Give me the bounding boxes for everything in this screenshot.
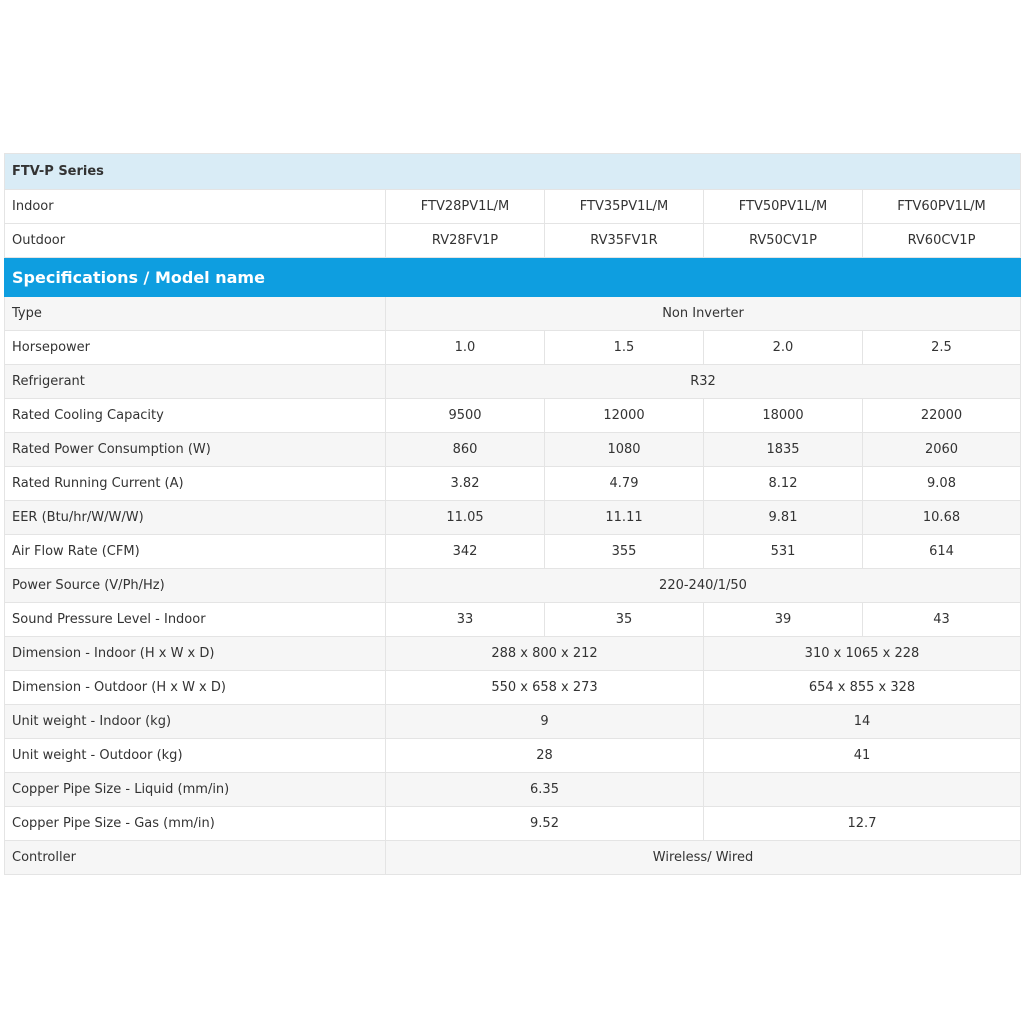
row-label: Horsepower [5, 331, 386, 365]
cell-value: 531 [704, 535, 863, 569]
cell-value: 2060 [863, 433, 1021, 467]
series-title: FTV-P Series [5, 154, 1021, 190]
table-row [5, 637, 1021, 671]
cell-value: 2.5 [863, 331, 1021, 365]
table-row [5, 331, 1021, 365]
cell-value: 860 [386, 433, 545, 467]
table-row [5, 807, 1021, 841]
spec-header-row [5, 258, 1021, 297]
cell-value: 9 [386, 705, 704, 739]
table-row [5, 433, 1021, 467]
indoor-row [5, 190, 1021, 224]
indoor-model: FTV50PV1L/M [704, 190, 863, 224]
cell-value: 550 x 658 x 273 [386, 671, 704, 705]
spec-table [4, 153, 1021, 875]
cell-value: 355 [545, 535, 704, 569]
table-row [5, 705, 1021, 739]
row-label: Controller [5, 841, 386, 875]
cell-value: 43 [863, 603, 1021, 637]
cell-value: 10.68 [863, 501, 1021, 535]
cell-value: 9.52 [386, 807, 704, 841]
cell-value: 12000 [545, 399, 704, 433]
table-row [5, 297, 1021, 331]
indoor-model: FTV60PV1L/M [863, 190, 1021, 224]
cell-value [704, 773, 1021, 807]
cell-value: 12.7 [704, 807, 1021, 841]
table-row [5, 535, 1021, 569]
table-row [5, 671, 1021, 705]
cell-value: 220-240/1/50 [386, 569, 1021, 603]
cell-value: 3.82 [386, 467, 545, 501]
cell-value: Wireless/ Wired [386, 841, 1021, 875]
table-row [5, 365, 1021, 399]
cell-value: 41 [704, 739, 1021, 773]
cell-value: 18000 [704, 399, 863, 433]
table-row [5, 569, 1021, 603]
cell-value: 288 x 800 x 212 [386, 637, 704, 671]
cell-value: 39 [704, 603, 863, 637]
cell-value: 1.0 [386, 331, 545, 365]
cell-value: 1.5 [545, 331, 704, 365]
row-label: Rated Running Current (A) [5, 467, 386, 501]
cell-value: 6.35 [386, 773, 704, 807]
cell-value: 1080 [545, 433, 704, 467]
table-row [5, 501, 1021, 535]
row-label: Air Flow Rate (CFM) [5, 535, 386, 569]
spec-header: Specifications / Model name [5, 258, 1021, 297]
cell-value: R32 [386, 365, 1021, 399]
cell-value: 9500 [386, 399, 545, 433]
row-label: Type [5, 297, 386, 331]
row-label: Dimension - Indoor (H x W x D) [5, 637, 386, 671]
outdoor-row [5, 224, 1021, 258]
outdoor-model: RV50CV1P [704, 224, 863, 258]
outdoor-model: RV35FV1R [545, 224, 704, 258]
row-label: Dimension - Outdoor (H x W x D) [5, 671, 386, 705]
cell-value: 9.08 [863, 467, 1021, 501]
table-row [5, 399, 1021, 433]
row-label: Copper Pipe Size - Gas (mm/in) [5, 807, 386, 841]
cell-value: 33 [386, 603, 545, 637]
row-label: Indoor [5, 190, 386, 224]
row-label: Unit weight - Indoor (kg) [5, 705, 386, 739]
cell-value: 28 [386, 739, 704, 773]
cell-value: 9.81 [704, 501, 863, 535]
outdoor-model: RV28FV1P [386, 224, 545, 258]
cell-value: 35 [545, 603, 704, 637]
outdoor-model: RV60CV1P [863, 224, 1021, 258]
row-label: Refrigerant [5, 365, 386, 399]
table-row [5, 467, 1021, 501]
row-label: Outdoor [5, 224, 386, 258]
indoor-model: FTV28PV1L/M [386, 190, 545, 224]
row-label: Rated Power Consumption (W) [5, 433, 386, 467]
table-row [5, 739, 1021, 773]
cell-value: Non Inverter [386, 297, 1021, 331]
indoor-model: FTV35PV1L/M [545, 190, 704, 224]
row-label: Power Source (V/Ph/Hz) [5, 569, 386, 603]
row-label: Sound Pressure Level - Indoor [5, 603, 386, 637]
cell-value: 22000 [863, 399, 1021, 433]
table-row [5, 841, 1021, 875]
series-title-row [5, 154, 1021, 190]
cell-value: 4.79 [545, 467, 704, 501]
row-label: Rated Cooling Capacity [5, 399, 386, 433]
cell-value: 11.11 [545, 501, 704, 535]
cell-value: 11.05 [386, 501, 545, 535]
table-row [5, 603, 1021, 637]
cell-value: 310 x 1065 x 228 [704, 637, 1021, 671]
cell-value: 14 [704, 705, 1021, 739]
cell-value: 1835 [704, 433, 863, 467]
cell-value: 654 x 855 x 328 [704, 671, 1021, 705]
cell-value: 342 [386, 535, 545, 569]
cell-value: 2.0 [704, 331, 863, 365]
table-row [5, 773, 1021, 807]
cell-value: 614 [863, 535, 1021, 569]
row-label: Copper Pipe Size - Liquid (mm/in) [5, 773, 386, 807]
row-label: EER (Btu/hr/W/W/W) [5, 501, 386, 535]
cell-value: 8.12 [704, 467, 863, 501]
row-label: Unit weight - Outdoor (kg) [5, 739, 386, 773]
